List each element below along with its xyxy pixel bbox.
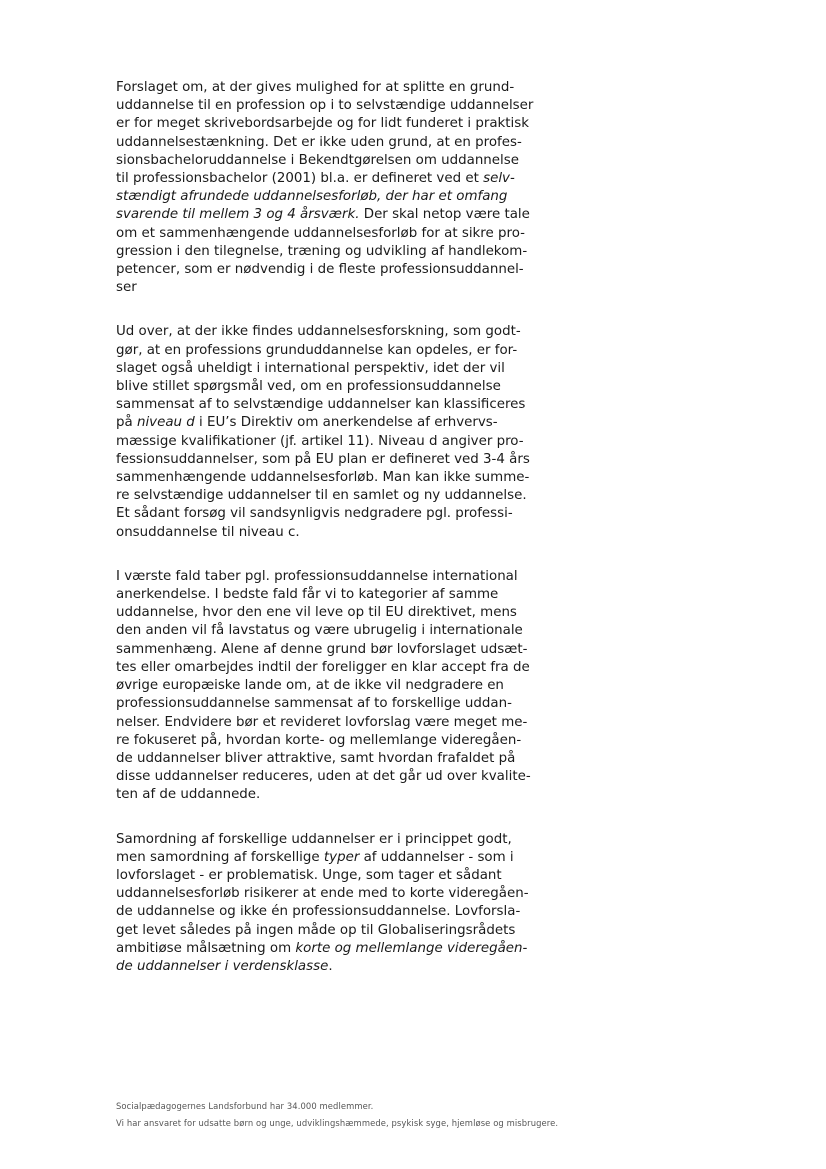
text-line <box>116 360 556 378</box>
text-line <box>116 134 556 152</box>
text-line <box>116 243 556 261</box>
text-run: af uddannelser - som i <box>359 849 514 865</box>
text-run: re selvstændige uddannelser til en samlet og ny uddannelse. <box>116 488 527 504</box>
italic-text: de uddannelser i verdensklasse <box>116 958 329 974</box>
text-run: den anden vil få lavstatus og være ubrugelig i internationale <box>116 623 523 639</box>
text-run: om et sammenhængende uddannelsesforløb for at sikre pro- <box>116 225 525 241</box>
text-line <box>116 433 556 451</box>
text-run: get levet således på ingen måde op til Globaliseringsrådets <box>116 922 516 938</box>
text-run: Ud over, at der ikke findes uddannelsesforskning, som godt- <box>116 324 521 340</box>
text-run: gression i den tilegnelse, træning og udvikling af handlekom- <box>116 243 528 259</box>
text-line <box>116 922 556 940</box>
text-line <box>116 831 556 849</box>
text-line <box>116 79 556 97</box>
text-run: Et sådant forsøg vil sandsynligvis nedgradere pgl. professi- <box>116 506 513 522</box>
paragraph-2 <box>116 323 556 541</box>
text-run: sammensat af to selvstændige uddannelser kan klassificeres <box>116 397 526 413</box>
text-line <box>116 396 556 414</box>
text-line <box>116 188 556 206</box>
text-line <box>116 786 556 804</box>
document-body <box>116 79 556 1002</box>
text-run: uddannelsestænkning. Det er ikke uden grund, at en profes- <box>116 134 522 150</box>
text-run: ser <box>116 280 137 296</box>
text-run: øvrige europæiske lande om, at de ikke vil nedgradere en <box>116 678 504 694</box>
text-run: onsuddannelse til niveau c. <box>116 524 300 540</box>
text-run: disse uddannelser reduceres, uden at det går ud over kvalite- <box>116 769 531 785</box>
text-line <box>116 414 556 432</box>
text-line <box>116 97 556 115</box>
italic-text: korte og mellemlange videregåen- <box>295 940 528 956</box>
text-run: Samordning af forskellige uddannelser er i princippet godt, <box>116 831 512 847</box>
text-line <box>116 524 556 542</box>
text-line <box>116 750 556 768</box>
text-run: Der skal netop være tale <box>359 207 530 223</box>
paragraph-3 <box>116 568 556 805</box>
paragraph-1 <box>116 79 556 297</box>
text-line <box>116 622 556 640</box>
text-line <box>116 885 556 903</box>
text-line <box>116 378 556 396</box>
text-line <box>116 342 556 360</box>
text-run: I værste fald taber pgl. professionsuddannelse international <box>116 568 518 584</box>
text-run: . <box>328 958 333 974</box>
text-run: re fokuseret på, hvordan korte- og mellemlange videregåen- <box>116 732 522 748</box>
page-footer <box>116 1098 716 1132</box>
italic-text: niveau d <box>136 415 195 431</box>
text-line <box>116 451 556 469</box>
italic-text: typer <box>323 849 360 865</box>
text-line <box>116 225 556 243</box>
text-line <box>116 849 556 867</box>
text-run: fessionsuddannelser, som på EU plan er defineret ved 3-4 års <box>116 451 530 467</box>
text-run: sionsbacheloruddannelse i Bekendtgørelsen om uddannelse <box>116 152 519 168</box>
text-run: på <box>116 415 137 431</box>
text-run: lovforslaget - er problematisk. Unge, som tager et sådant <box>116 867 502 883</box>
text-run: i EU’s Direktiv om anerkendelse af erhvervs- <box>194 415 498 431</box>
text-run: nelser. Endvidere bør et revideret lovforslag være meget me- <box>116 714 528 730</box>
text-run: til professionsbachelor (2001) bl.a. er defineret ved et <box>116 171 484 187</box>
text-run: sammenhængende uddannelsesforløb. Man kan ikke summe- <box>116 470 530 486</box>
text-line <box>116 152 556 170</box>
text-line <box>116 206 556 224</box>
text-run: Forslaget om, at der gives mulighed for at splitte en grund- <box>116 80 515 95</box>
text-line <box>116 279 556 297</box>
text-run: anerkendelse. I bedste fald får vi to kategorier af samme <box>116 587 499 603</box>
text-run: blive stillet spørgsmål ved, om en professionsuddannelse <box>116 379 501 395</box>
text-run: mæssige kvalifikationer (jf. artikel 11). Niveau d angiver pro- <box>116 433 524 449</box>
text-run: ambitiøse målsætning om <box>116 940 296 956</box>
italic-text: selv- <box>483 171 515 187</box>
text-line <box>116 586 556 604</box>
text-run: sammenhæng. Alene af denne grund bør lovforslaget udsæt- <box>116 641 528 657</box>
text-run: uddannelse til en profession op i to selvstændige uddannelser <box>116 98 534 114</box>
text-run: professionsuddannelse sammensat af to forskellige uddan- <box>116 696 512 712</box>
text-run: tes eller omarbejdes indtil der foreligger en klar accept fra de <box>116 659 530 675</box>
text-line <box>116 940 556 958</box>
text-line <box>116 115 556 133</box>
text-run: de uddannelse og ikke én professionsuddannelse. Lovforsla- <box>116 904 521 920</box>
text-line <box>116 958 556 976</box>
text-line <box>116 568 556 586</box>
text-run: men samordning af forskellige <box>116 849 324 865</box>
text-line <box>116 714 556 732</box>
italic-text: svarende til mellem 3 og 4 årsværk. <box>116 207 360 223</box>
italic-text: stændigt afrundede uddannelsesforløb, der har et omfang <box>116 189 508 205</box>
text-run: ten af de uddannede. <box>116 787 261 803</box>
text-run: er for meget skrivebordsarbejde og for lidt funderet i praktisk <box>116 116 530 132</box>
footer-membership-line: Socialpædagogernes Landsforbund har 34.000 medlemmer. <box>116 1101 374 1111</box>
text-run: uddannelsesforløb risikerer at ende med to korte videregåen- <box>116 886 529 902</box>
text-line <box>116 768 556 786</box>
text-run: slaget også uheldigt i international perspektiv, idet der vil <box>116 360 505 376</box>
text-line <box>116 170 556 188</box>
text-line <box>116 323 556 341</box>
text-line <box>116 641 556 659</box>
text-line <box>116 732 556 750</box>
paragraph-4 <box>116 831 556 977</box>
text-line <box>116 695 556 713</box>
text-line <box>116 604 556 622</box>
text-line <box>116 505 556 523</box>
text-line <box>116 261 556 279</box>
text-line <box>116 903 556 921</box>
text-line <box>116 659 556 677</box>
text-run: de uddannelser bliver attraktive, samt hvordan frafaldet på <box>116 750 516 766</box>
footer-responsibility-line: Vi har ansvaret for udsatte børn og unge, udviklingshæmmede, psykisk syge, hjemløse og misbrugere. <box>116 1118 559 1128</box>
text-run: uddannelse, hvor den ene vil leve op til EU direktivet, mens <box>116 605 517 621</box>
text-run: petencer, som er nødvendig i de fleste professionsuddannel- <box>116 262 524 278</box>
text-run: gør, at en professions grunduddannelse kan opdeles, er for- <box>116 342 518 358</box>
text-line <box>116 469 556 487</box>
text-line <box>116 677 556 695</box>
text-line <box>116 487 556 505</box>
text-line <box>116 867 556 885</box>
